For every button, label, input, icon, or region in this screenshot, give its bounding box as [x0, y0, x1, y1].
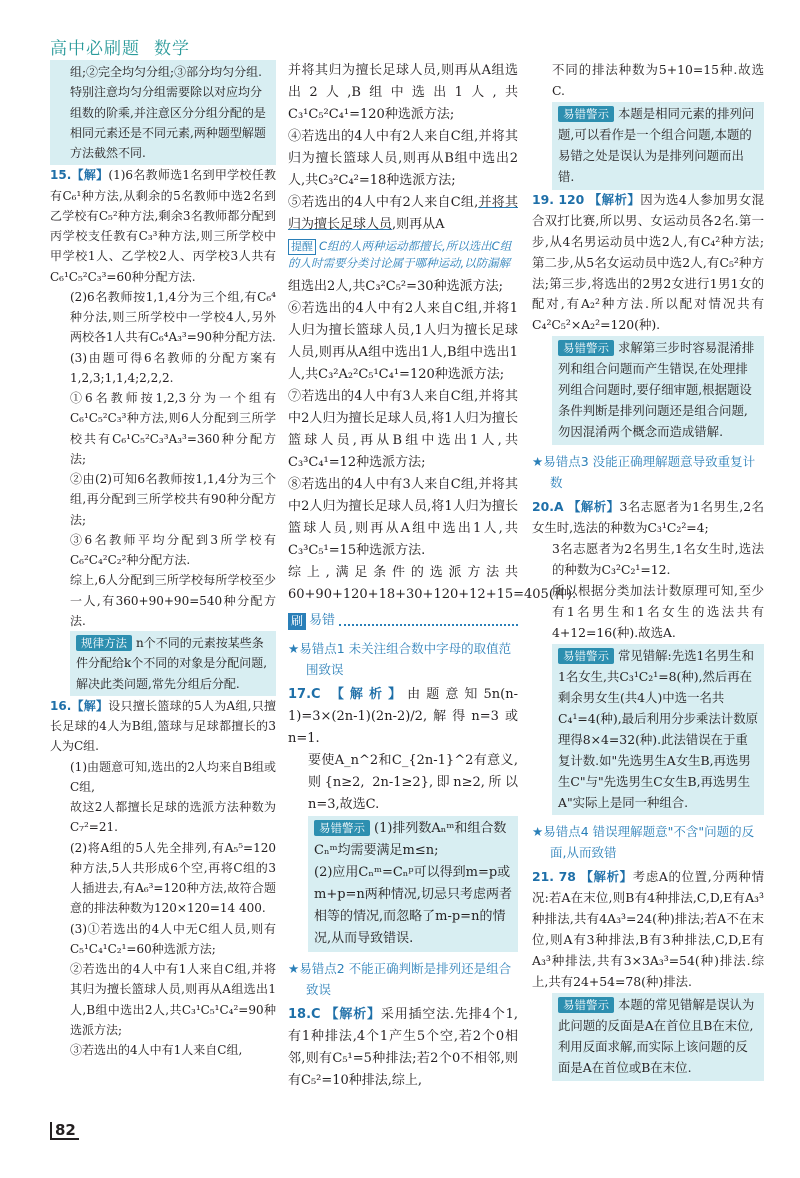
question-18	[288, 1004, 518, 1092]
q16-cont-3	[288, 192, 518, 236]
answer-marker: 【解析】	[325, 1007, 381, 1022]
warning-17-part1: (1)排列数Aₙᵐ和组合数Cₙᵐ均需要满足m≤n;	[314, 821, 507, 858]
q20-part2: 3名志愿者为2名男生,1名女生时,选法的种数为C₃²C₂¹=12.	[552, 541, 764, 578]
q16-cont-6: ⑦若选出的4人中有3人来自C组,并将其中2人归为擅长足球人员,将1人归为擅长篮球人员,再从B组中选出1人,共C₃³C₄¹=12种选派方法;	[288, 389, 518, 470]
q16-conclusion: 综上,满足条件的选派方法共60+90+120+18+30+120+12+15=405(种).	[288, 565, 577, 602]
reminder-text: C组的人两种运动都擅长,所以选出C组的人时需要分类讨论属于哪种运动,以防漏解	[288, 239, 512, 270]
q16-cont-1: 并将其归为擅长足球人员,则再从A组选出2人,B组中选出1人,共C₃¹C₅²C₄¹=120种选派方法;	[288, 63, 518, 122]
section-banner-label: 易错	[309, 613, 336, 628]
dotted-divider	[339, 616, 518, 626]
star-icon: ★	[532, 454, 544, 470]
star-icon: ★	[288, 961, 300, 976]
error-point-3	[532, 451, 764, 493]
q16-cont-4: 组选出2人,共C₃²C₅²=30种选派方法;	[288, 279, 503, 294]
page-header	[50, 34, 190, 59]
q16-cont-2: ④若选出的4人中有2人来自C组,并将其归为擅长篮球人员,则再从B组中选出2人,共C₃²C₄²=18种选派方法;	[288, 129, 518, 188]
error-point-1	[288, 638, 518, 680]
brush-badge: 刷	[288, 613, 306, 630]
q17-part2: 要使A_n^2和C_{2n-1}^2有意义,则{n≥2, 2n-1≥2},即n≥2,所以n=3,故选C.	[308, 753, 518, 812]
question-number: 21.	[532, 869, 554, 885]
warning-box-19	[552, 336, 764, 445]
rule-method-box	[70, 631, 276, 696]
answer-marker: 【解析】	[580, 869, 633, 885]
question-17	[288, 684, 518, 750]
book-title: 高中必刷题	[50, 39, 140, 59]
column-3	[532, 60, 764, 1081]
q20-part3: 所以根据分类加法计数原理可知,至少有1名男生和1名女生的选法共有4+12=16(种).故选A.	[552, 582, 764, 640]
section-banner-errors	[288, 610, 518, 632]
answer-marker: 【解析】	[588, 191, 641, 207]
warning-19-text: 求解第三步时容易混淆排列和组合问题而产生错误,在处理排列组合问题时,要仔细审题,根据题设条件判断是排列问题还是组合问题,勿因混淆两个概念而造成错解.	[558, 340, 755, 440]
warning-tag: 易错警示	[558, 648, 614, 664]
error-point-2-title: 易错点2 不能正确判断是排列还是组合致误	[299, 961, 512, 997]
q15-part5: ②由(2)可知6名教师按1,1,4分为三个组,再分配到三所学校共有90种分配方法;	[70, 472, 276, 527]
question-19	[532, 190, 764, 337]
q16-part2: (1)由题意可知,选出的2人均来自B组或C组,	[70, 759, 276, 794]
q15-part2: (2)6名教师按1,1,4分为三个组,有C₆⁴种分法,则三所学校中一学校4人,另外两校各1人共有C₆⁴A₃³=90种分配方法.	[70, 289, 276, 345]
q18-part1: 采用插空法.先排4个1,有1种排法,4个1产生5个空,若2个0相邻,则有C₅¹=5种排法;若2个0不相邻,则有C₅²=10种排法,综上,	[288, 1007, 518, 1088]
error-point-2	[288, 958, 518, 1000]
answer-marker: 【解】	[71, 698, 109, 713]
column-1	[50, 60, 276, 1060]
q15-part3: (3)由题可得6名教师的分配方案有1,2,3;1,1,4;2,2,2.	[70, 350, 276, 385]
q16-part3: 故这2人都擅长足球的选派方法种数为C₇²=21.	[70, 800, 276, 835]
rule-method-tag: 规律方法	[76, 635, 132, 651]
q16-part6: ②若选出的4人中有1人来自C组,并将其归为擅长篮球人员,则再从A组选出1人,B组中选出2人,共C₃¹C₅¹C₄²=90种选派方法;	[70, 962, 276, 1037]
q16-part7: ③若选出的4人中有1人来自C组,	[70, 1043, 243, 1057]
warning-box-21	[552, 993, 764, 1081]
q17-part1: 由题意知5n(n-1)=3×(2n-1)(2n-2)/2,解得n=3或n=1.	[288, 687, 518, 746]
answer-marker: 【解析】	[567, 499, 620, 515]
question-21	[532, 867, 764, 993]
warning-17-part2: (2)应用Cₙᵐ=Cₙᵖ可以得到m=p或m+p=n两种情况,切忌只考虑两者相等的情况,而忽略了m-p=n的情况,从而导致错误.	[314, 865, 512, 946]
question-number: 15.	[50, 168, 72, 183]
q15-part1: (1)6名教师选1名到甲学校任教有C₆¹种方法,从剩余的5名教师中选2名到乙学校有C₅²种方法,剩余3名教师都分配到丙学校支任教有C₃³种方法,则三所学校中甲学校1人、乙学校2人、丙学校3人共有C₆¹C₅²C₃³=60种分配方法.	[50, 168, 276, 284]
warning-20-text: 常见错解:先选1名男生和1名女生,共C₃¹C₂¹=8(种),然后再在剩余男女生(共4人)中选一名共C₄¹=4(种),最后利用分步乘法计数原理得8×4=32(种).此法错误在于重复计数.如"先选男生A女生B,再选男生C"与"先选男生C女生B,再选男生A"实际上是同一种组合.	[558, 647, 758, 810]
question-number: 18.	[288, 1007, 312, 1022]
question-15	[50, 165, 276, 287]
q16-cont-7: ⑧若选出的4人中有3人来自C组,并将其中2人归为擅长足球人员,将1人归为擅长篮球人员,则再从A组中选出1人,共C₃³C₅¹=15种选派方法.	[288, 477, 518, 558]
warning-box-17	[308, 816, 518, 952]
reminder-note	[288, 238, 518, 272]
page-number: 82	[50, 1122, 79, 1140]
answer-value: 78	[558, 869, 576, 885]
question-number: 16.	[50, 698, 72, 713]
q15-part4: ①6名教师按1,2,3分为一个组有C₆¹C₅²C₃³种方法,则6人分配到三所学校共有C₆¹C₅²C₃³A₃³=360种分配方法;	[70, 391, 276, 466]
error-point-4	[532, 821, 764, 863]
warning-21-text: 本题的常见错解是误认为此问题的反面是A在首位且B在末位,利用反面求解,而实际上该问题的反面是A在首位或B在末位.	[558, 997, 755, 1076]
answer-marker: 【解析】	[330, 687, 408, 702]
reminder-tag: 提醒	[288, 239, 316, 255]
question-number: 20.	[532, 499, 554, 515]
answer-value: 120	[558, 191, 585, 207]
q16-cont-3a: ⑤若选出的4人中有2人来自C组,	[288, 195, 479, 210]
q21-part1: 考虑A的位置,分两种情况:若A在末位,则B有4种排法,C,D,E有A₃³种排法,共有4A₃³=24(种)排法;若A不在末位,则A有3种排法,B有3种排法,C,D,E有A₃³种排法,共有3×3A₃³=54(种)排法.综上,共有24+54=78(种)排法.	[532, 869, 764, 990]
question-number: 19.	[532, 191, 554, 207]
error-point-3-title: 易错点3 没能正确理解题意导致重复计数	[543, 454, 756, 491]
warning-box-20	[552, 644, 764, 816]
q16-part4: (2)将A组的5人先全排列,有A₅⁵=120种方法,5人共形成6个空,再将C组的3人插进去,有A₆³=120种方法,故符合题意的排法种数为120×120=14 400.	[70, 840, 276, 916]
star-icon: ★	[532, 824, 544, 840]
answer-choice: A	[553, 499, 564, 515]
error-point-1-title: 易错点1 未关注组合数中字母的取值范围致误	[299, 641, 512, 677]
warning-tag: 易错警示	[314, 820, 370, 836]
q18-cont: 不同的排法种数为5+10=15种.故选C.	[552, 62, 764, 98]
q16-part5: (3)①若选出的4人中无C组人员,则有C₅¹C₄¹C₂¹=60种选派方法;	[70, 921, 276, 956]
method-note-continuation: 组;②完全均匀分组;③部分均匀分组.特别注意均匀分组需要除以对应均分组数的阶乘,并注意区分分组分配的是相同元素还是不同元素,两种题型解题方法截然不同.	[50, 60, 276, 165]
star-icon: ★	[288, 641, 300, 656]
q16-cont-5: ⑥若选出的4人中有2人来自C组,并将1人归为擅长篮球人员,1人归为擅长足球人员,则再从A组中选出1人,B组中选出1人,共C₃²A₂²C₅¹C₄¹=120种选派方法;	[288, 301, 518, 382]
q16-underlined: 并将其归为擅长足球人员	[288, 195, 518, 232]
warning-tag: 易错警示	[558, 997, 614, 1013]
question-20	[532, 497, 764, 539]
q16-part1: 设只擅长篮球的5人为A组,只擅长足球的4人为B组,篮球与足球都擅长的3人为C组.	[50, 698, 276, 754]
answer-choice: C	[311, 687, 321, 702]
question-number: 17.	[288, 687, 312, 702]
rule-method-text: n个不同的元素按某些条件分配给k个不同的对象是分配问题,解决此类问题,常先分组后分配.	[76, 636, 268, 691]
q16-cont-3c: ,则再从A	[392, 217, 445, 232]
q19-part1: 因为选4人参加男女混合双打比赛,所以男、女运动员各2名.第一步,从4名男运动员中选2人,有C₄²种方法;第二步,从5名女运动员中选2人,有C₅²种方法;第三步,将选出的2男2女进行1男1女的配对,有A₂²种方法.所以配对情况共有C₄²C₅²×A₂²=120(种).	[532, 191, 764, 333]
subject-label: 数学	[154, 39, 190, 59]
error-point-4-title: 易错点4 错误理解题意"不含"问题的反面,从而致错	[543, 824, 755, 861]
question-16	[50, 696, 276, 757]
warning-18-text: 本题是相同元素的排列问题,可以看作是一个组合问题,本题的易错之处是误认为是排列问题而出错.	[558, 105, 755, 184]
q15-part7: 综上,6人分配到三所学校每所学校至少一人,有360+90+90=540种分配方法.	[70, 573, 276, 628]
answer-marker: 【解】	[71, 168, 109, 183]
warning-box-18	[552, 102, 764, 190]
answer-choice: C	[311, 1007, 321, 1022]
q15-part6: ③6名教师平均分配到3所学校有C₆²C₄²C₂²种分配方法.	[70, 532, 276, 567]
q20-part1: 3名志愿者为1名男生,2名女生时,选法的种数为C₃¹C₂²=4;	[532, 499, 765, 536]
warning-tag: 易错警示	[558, 340, 614, 356]
warning-tag: 易错警示	[558, 106, 614, 122]
